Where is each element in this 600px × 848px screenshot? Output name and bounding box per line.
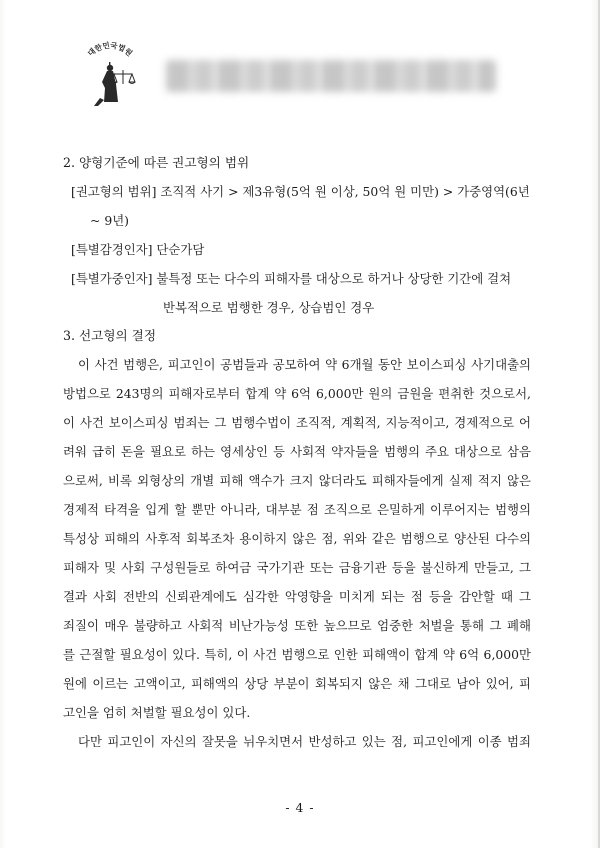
recommended-range-line1: [권고형의 범위] 조직적 사기 > 제3유형(5억 원 이상, 50억 원 미만) > 가중영역(6년 xyxy=(71,184,530,199)
svg-text:대한민국법원: 대한민국법원 xyxy=(85,40,135,58)
paragraph1-line: 피해자 및 사회 구성원들로 하여금 국가기관 또는 금융기관 등을 불신하게 만들고, 그 xyxy=(63,560,531,575)
paragraph1-line: 방법으로 243명의 피해자로부터 합계 약 6억 6,000만 원의 금원을 편취한 것으로서, xyxy=(63,386,531,401)
paragraph1-line: 이 사건 보이스피싱 범죄는 그 범행수법이 조직적, 계획적, 지능적이고, 경제적으로 어 xyxy=(63,415,531,430)
section3-heading: 3. 선고형의 결정 xyxy=(63,328,157,343)
paragraph1-line: 를 근절할 필요성이 있다. 특히, 이 사건 범행으로 인한 피해액이 합계 약 6억 6,000만 xyxy=(63,647,531,662)
paragraph1-line: 특성상 피해의 사후적 회복조차 용이하지 않은 점, 위와 같은 범행으로 양산된 다수의 xyxy=(63,531,531,546)
court-seal-icon xyxy=(74,40,148,110)
special-mitigating-factor: [특별감경인자] 단순가담 xyxy=(71,242,205,257)
paragraph1-line: 경제적 타격을 입게 할 뿐만 아니라, 대부분 점 조직으로 은밀하게 이루어지는 범행의 xyxy=(63,502,531,517)
special-aggravating-factor-line2: 반복적으로 범행한 경우, 상습범인 경우 xyxy=(163,300,375,315)
paragraph1-line-last: 고인을 엄히 처벌할 필요성이 있다. xyxy=(63,705,251,720)
special-aggravating-factor-line1: [특별가중인자] 불특정 또는 다수의 피해자를 대상으로 하거나 상당한 기간에 걸쳐 xyxy=(71,271,512,286)
paragraph1-line: 원에 이르는 고액이고, 피해액의 상당 부분이 회복되지 않은 채 그대로 남아 있어, 피 xyxy=(63,676,531,691)
paragraph1-line: 이 사건 범행은, 피고인이 공범들과 공모하여 약 6개월 동안 보이스피싱 사기대출의 xyxy=(78,357,531,372)
paragraph1-line: 결과 사회 전반의 신뢰관계에도 심각한 악영향을 미치게 되는 점 등을 감안할 때 그 xyxy=(63,589,531,604)
paragraph1-line: 죄질이 매우 불량하고 사회적 비난가능성 또한 높으므로 엄중한 처벌을 통해 그 폐해 xyxy=(63,618,531,633)
page-number: - 4 - xyxy=(285,800,315,815)
recommended-range-line2: ~ 9년) xyxy=(90,213,130,228)
document-header xyxy=(74,40,554,110)
section2-heading: 2. 양형기준에 따른 권고형의 범위 xyxy=(63,155,250,170)
paragraph2-line: 다만 피고인이 자신의 잘못을 뉘우치면서 반성하고 있는 점, 피고인에게 이종 범죄 xyxy=(78,734,531,749)
redacted-case-title xyxy=(166,60,496,92)
paragraph1-line: 려워 급히 돈을 필요로 하는 영세상인 등 사회적 약자들을 범행의 주요 대상으로 삼음 xyxy=(63,444,531,459)
paragraph1-line: 으로써, 비록 외형상의 개별 피해 액수가 크지 않더라도 피해자들에게 실제 적지 않은 xyxy=(63,473,531,488)
